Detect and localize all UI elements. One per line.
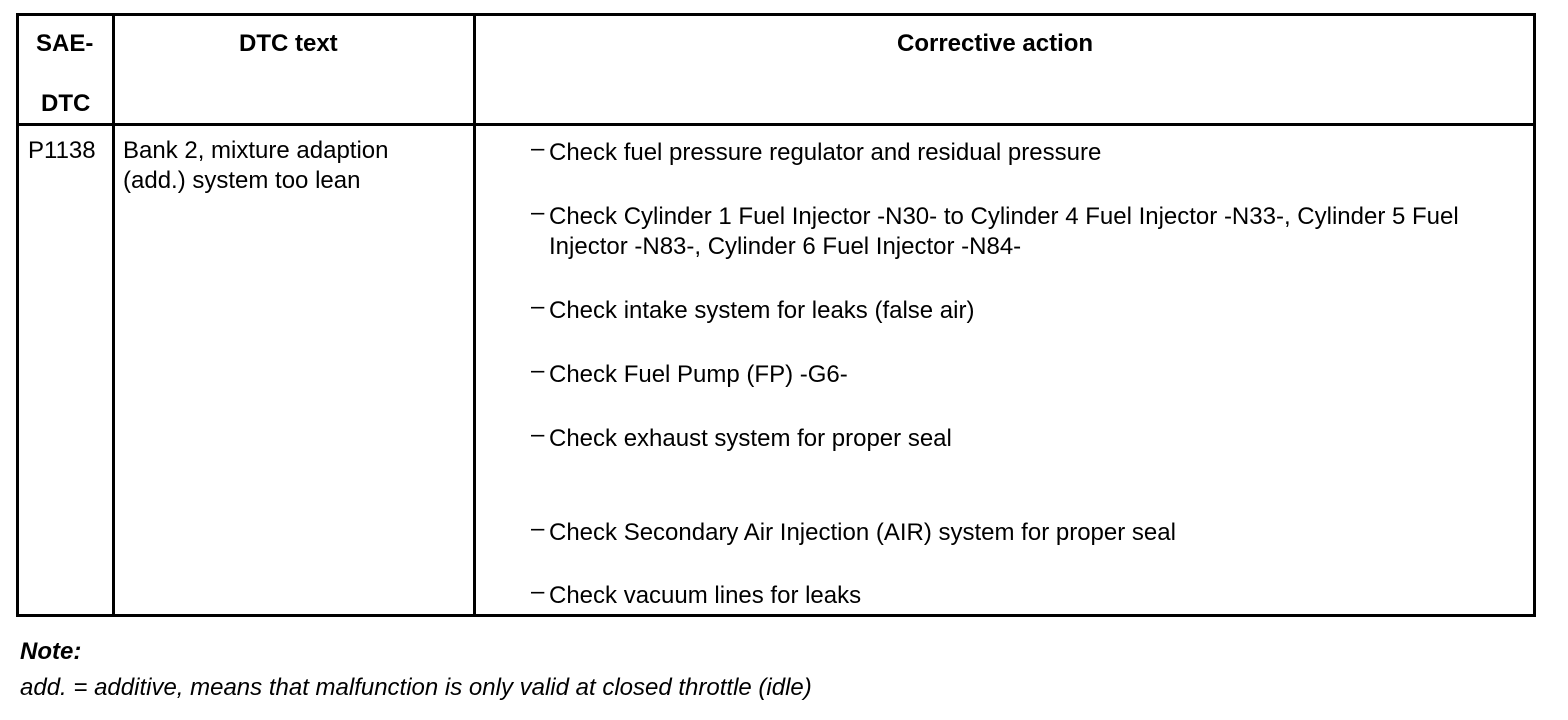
header-sae-dtc-line2: DTC bbox=[41, 90, 91, 117]
corrective-action-text: Check Secondary Air Injection (AIR) system for proper seal bbox=[549, 519, 1176, 546]
corrective-action-text: Check intake system for leaks (false air) bbox=[549, 297, 975, 324]
bullet-dash: – bbox=[531, 421, 545, 448]
dtc-text-line1: Bank 2, mixture adaption bbox=[123, 137, 389, 164]
corrective-action-item bbox=[531, 515, 1529, 548]
bullet-dash: – bbox=[531, 135, 545, 162]
dtc-table bbox=[16, 13, 1536, 617]
corrective-action-text: Check fuel pressure regulator and residual pressure bbox=[549, 139, 1102, 166]
corrective-action-item bbox=[531, 293, 1529, 326]
corrective-action-item bbox=[531, 357, 1529, 390]
header-dtc-text: DTC text bbox=[239, 30, 338, 57]
column-divider bbox=[473, 16, 476, 614]
dtc-text-line2: (add.) system too lean bbox=[123, 167, 361, 194]
corrective-action-item bbox=[531, 199, 1529, 262]
corrective-action-item bbox=[531, 578, 1529, 611]
corrective-action-text: Check vacuum lines for leaks bbox=[549, 582, 862, 609]
header-corrective-action: Corrective action bbox=[897, 30, 1094, 57]
dtc-code: P1138 bbox=[28, 137, 96, 164]
corrective-action-item bbox=[531, 135, 1529, 168]
bullet-dash: – bbox=[531, 515, 545, 542]
bullet-dash: – bbox=[531, 199, 545, 226]
corrective-action-text: Check Fuel Pump (FP) -G6- bbox=[549, 361, 848, 388]
header-sae-dtc-line1: SAE- bbox=[36, 30, 94, 57]
corrective-action-item bbox=[531, 421, 1529, 454]
header-divider bbox=[19, 123, 1533, 126]
bullet-dash: – bbox=[531, 357, 545, 384]
corrective-action-text: Check exhaust system for proper seal bbox=[549, 425, 952, 452]
corrective-action-text: Check Cylinder 1 Fuel Injector -N30- to Cylinder 4 Fuel Injector -N33-, Cylinder 5 Fuel Injector -N83-, Cylinder 6 Fuel Injector -N84- bbox=[549, 203, 1459, 260]
bullet-dash: – bbox=[531, 578, 545, 605]
note-label: Note: bbox=[20, 638, 82, 665]
bullet-dash: – bbox=[531, 293, 545, 320]
column-divider bbox=[112, 16, 115, 614]
note-text: add. = additive, means that malfunction is only valid at closed throttle (idle) bbox=[20, 674, 812, 701]
